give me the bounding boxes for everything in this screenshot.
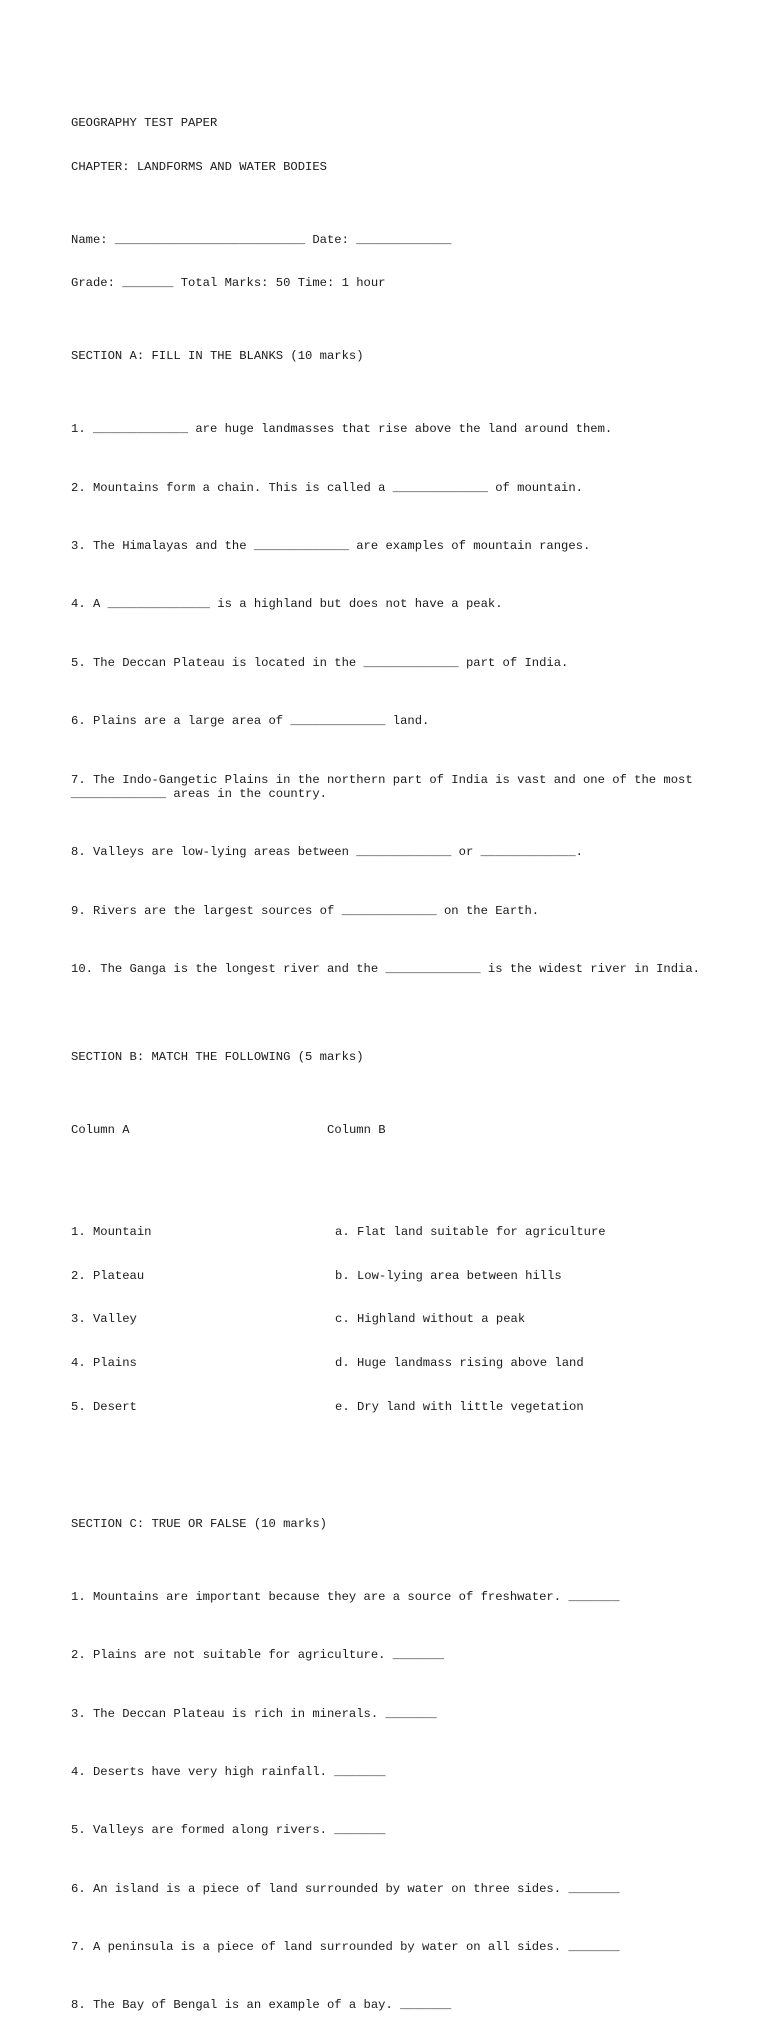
column-a-item: 3. Valley xyxy=(71,1312,137,1327)
section-c-heading: SECTION C: TRUE OR FALSE (10 marks) xyxy=(71,1516,327,1531)
section-a-question-5: 5. The Deccan Plateau is located in the _____________ part of India. xyxy=(71,655,569,670)
match-table xyxy=(71,1196,711,1444)
section-c-question-2: 2. Plains are not suitable for agriculture. _______ xyxy=(71,1648,444,1663)
column-a-item: 2. Plateau xyxy=(71,1268,145,1283)
section-a-question-3: 3. The Himalayas and the _____________ are examples of mountain ranges. xyxy=(71,539,591,553)
chapter-title: CHAPTER: LANDFORMS AND WATER BODIES xyxy=(71,159,327,174)
column-a-header: Column A xyxy=(71,1122,130,1137)
section-a-heading: SECTION A: FILL IN THE BLANKS (10 marks) xyxy=(71,349,364,364)
column-b-item: b. Low-lying area between hills xyxy=(335,1268,562,1283)
match-column-headers xyxy=(71,1123,711,1138)
section-a-question-2: 2. Mountains form a chain. This is called a _____________ of mountain. xyxy=(71,480,583,495)
grade-marks-time-line: Grade: _______ Total Marks: 50 Time: 1 hour xyxy=(71,276,386,291)
match-row xyxy=(71,1400,711,1415)
section-c-question-1: 1. Mountains are important because they are a source of freshwater. _______ xyxy=(71,1589,620,1604)
match-row xyxy=(71,1356,711,1371)
column-a-item: 5. Desert xyxy=(71,1400,137,1415)
section-a-question-6: 6. Plains are a large area of _____________ land. xyxy=(71,714,430,729)
paper-title: GEOGRAPHY TEST PAPER xyxy=(71,115,218,130)
section-c-question-4: 4. Deserts have very high rainfall. _______ xyxy=(71,1764,386,1779)
match-row xyxy=(71,1225,711,1240)
match-row xyxy=(71,1269,711,1284)
section-a-question-1: 1. _____________ are huge landmasses that rise above the land around them. xyxy=(71,422,613,437)
section-c-question-6: 6. An island is a piece of land surrounded by water on three sides. _______ xyxy=(71,1881,620,1896)
column-b-item: c. Highland without a peak xyxy=(335,1312,526,1327)
column-b-item: e. Dry land with little vegetation xyxy=(335,1400,584,1415)
column-a-item: 4. Plains xyxy=(71,1356,137,1371)
section-a-question-7: 7. The Indo-Gangetic Plains in the northern part of India is vast and one of the most _____________ areas in the country. xyxy=(71,772,700,802)
section-c-question-7: 7. A peninsula is a piece of land surrounded by water on all sides. _______ xyxy=(71,1940,620,1954)
column-b-item: a. Flat land suitable for agriculture xyxy=(335,1224,606,1239)
match-row xyxy=(71,1312,711,1327)
section-b-heading: SECTION B: MATCH THE FOLLOWING (5 marks) xyxy=(71,1049,364,1064)
section-a-question-10: 10. The Ganga is the longest river and the _____________ is the widest river in India. xyxy=(71,962,700,977)
section-a-question-4: 4. A ______________ is a highland but does not have a peak. xyxy=(71,597,503,612)
column-a-item: 1. Mountain xyxy=(71,1224,152,1239)
section-c-question-3: 3. The Deccan Plateau is rich in minerals. _______ xyxy=(71,1706,437,1721)
section-a-question-9: 9. Rivers are the largest sources of _____________ on the Earth. xyxy=(71,903,540,918)
section-c-question-5: 5. Valleys are formed along rivers. _______ xyxy=(71,1823,386,1838)
column-b-item: d. Huge landmass rising above land xyxy=(335,1356,584,1371)
column-b-header: Column B xyxy=(327,1122,386,1137)
test-paper-document xyxy=(71,72,711,2042)
name-date-line: Name: __________________________ Date: _____________ xyxy=(71,232,452,247)
section-a-question-8: 8. Valleys are low-lying areas between _____________ or _____________. xyxy=(71,845,583,860)
section-c-question-8: 8. The Bay of Bengal is an example of a bay. _______ xyxy=(71,1998,452,2013)
